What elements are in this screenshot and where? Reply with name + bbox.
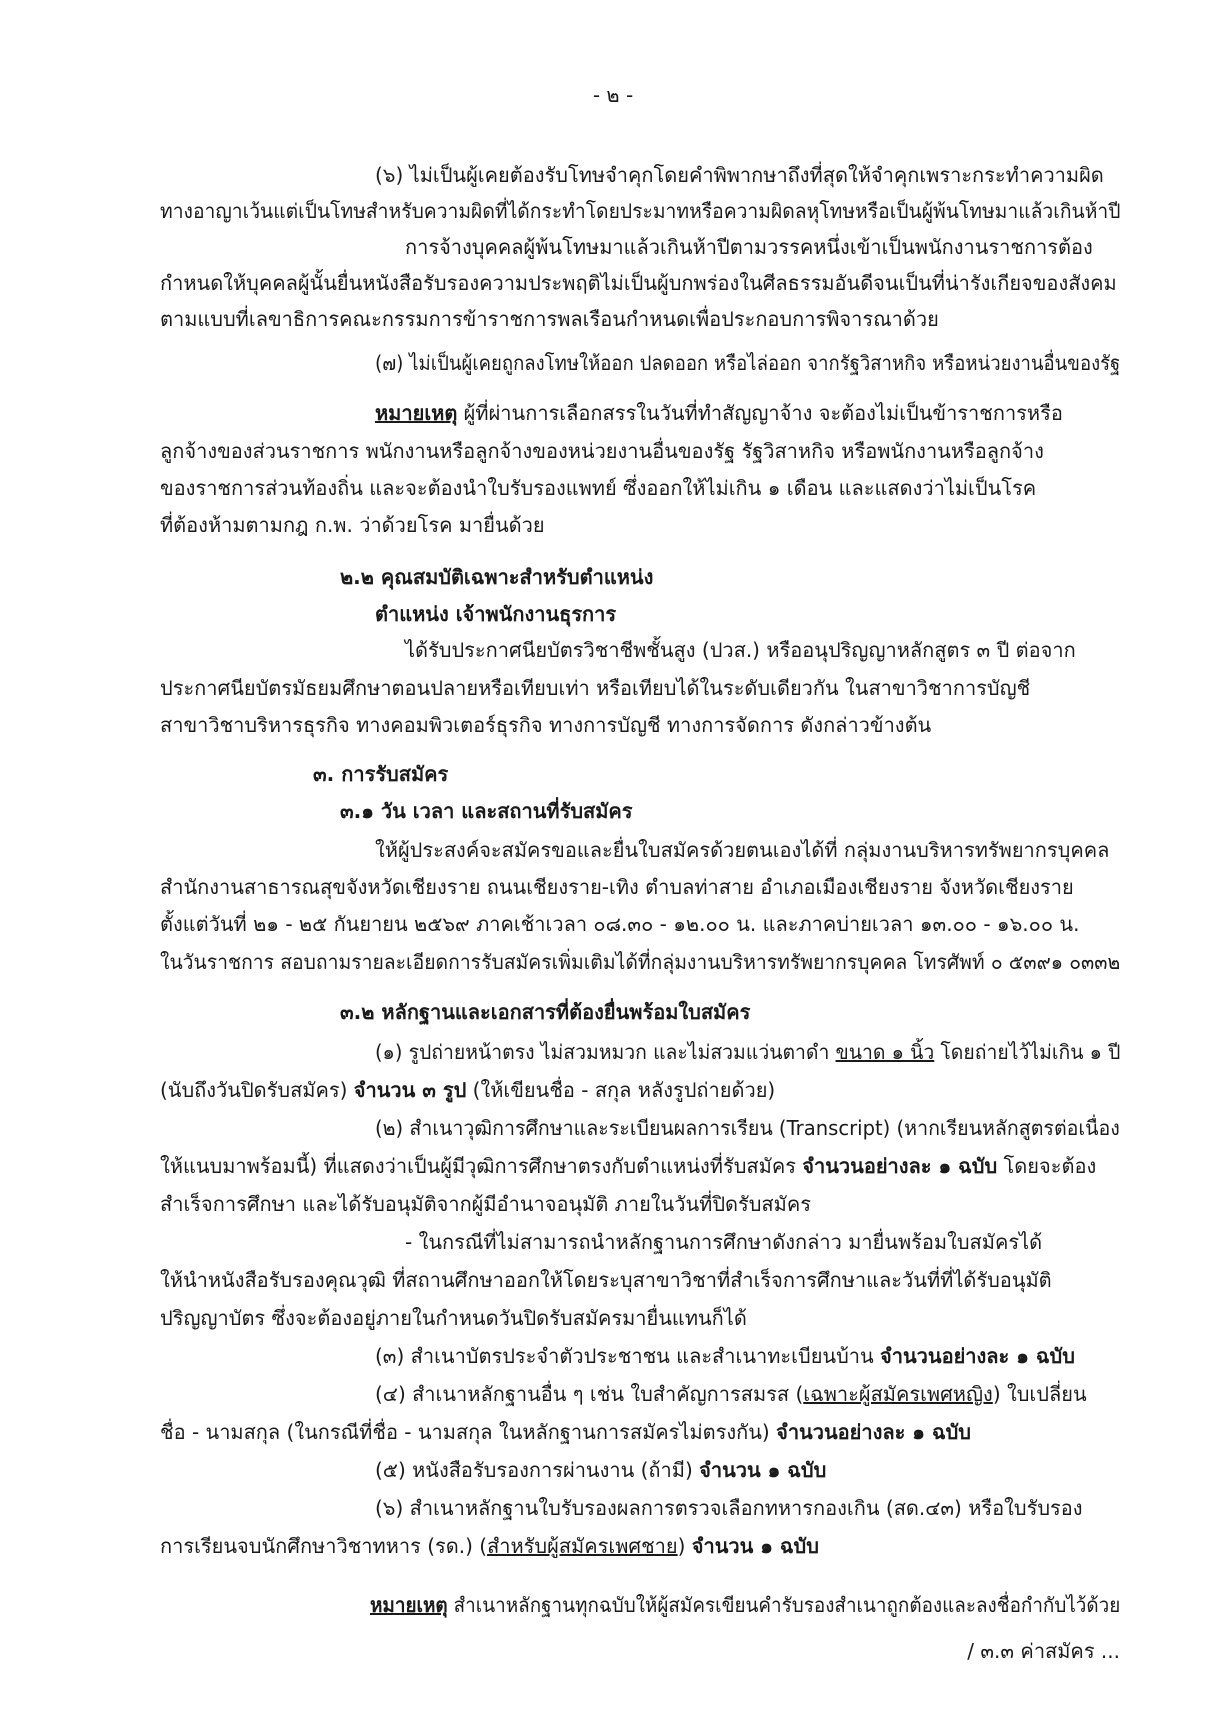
q6-line3: การจ้างบุคคลผู้พ้นโทษมาแล้วเกินห้าปีตามวรรคหนึ่งเข้าเป็นพนักงานราชการต้อง [405,235,1093,259]
q7-line: (๗) ไม่เป็นผู้เคยถูกลงโทษให้ออก ปลดออก หรือไล่ออก จากรัฐวิสาหกิจ หรือหน่วยงานอื่นของรัฐ [375,351,1121,375]
s31-line2: สำนักงานสาธารณสุขจังหวัดเชียงราย ถนนเชียงราย-เทิง ตำบลท่าสาย อำเภอเมืองเชียงราย จังหวัดเชียงราย [160,875,1074,899]
d4-line1 [375,1379,1120,1409]
position-title: ตำแหน่ง เจ้าพนักงานธุรการ [375,602,617,626]
d4-line2 [160,1417,1120,1447]
note2-label: หมายเหตุ [370,1593,448,1617]
d2-line4: - ในกรณีที่ไม่สามารถนำหลักฐานการศึกษาดังกล่าว มายื่นพร้อมใบสมัครได้ [405,1230,1043,1254]
d4-text-a: (๔) สำเนาหลักฐานอื่น ๆ เช่น ใบสำคัญการสมรส ( [375,1382,804,1406]
d5-line [375,1455,1120,1485]
d2-text-a: ให้แนบมาพร้อมนี้) ที่แสดงว่าเป็นผู้มีวุฒิการศึกษาตรงกับตำแหน่งที่รับสมัคร [160,1154,803,1178]
section-3-heading: ๓. การรับสมัคร [313,762,449,786]
q6-line2: ทางอาญาเว้นแต่เป็นโทษสำหรับความผิดที่ได้กระทำโดยประมาทหรือความผิดลหุโทษหรือเป็นผู้พ้นโทษมาแล้วเกินห้าปี [160,199,1121,223]
section-3-2-heading: ๓.๒ หลักฐานและเอกสารที่ต้องยื่นพร้อมใบสมัคร [340,1000,751,1024]
q6-line5: ตามแบบที่เลขาธิการคณะกรรมการข้าราชการพลเรือนกำหนดเพื่อประกอบการพิจารณาด้วย [160,307,939,331]
s31-line1: ให้ผู้ประสงค์จะสมัครขอและยื่นใบสมัครด้วยตนเองได้ที่ กลุ่มงานบริหารทรัพยากรบุคคล [375,838,1110,862]
note2-text: สำเนาหลักฐานทุกฉบับให้ผู้สมัครเขียนคำรับรองสำเนาถูกต้องและลงชื่อกำกับไว้ด้วย [447,1593,1121,1617]
d2-text-c: โดยจะต้อง [997,1154,1097,1178]
d1-line2 [160,1075,1120,1105]
d6-text-c: ) [677,1534,692,1558]
d5-text: (๕) หนังสือรับรองการผ่านงาน (ถ้ามี) [375,1458,700,1482]
s22-line2: ประกาศนียบัตรมัธยมศึกษาตอนปลายหรือเทียบเท่า หรือเทียบได้ในระดับเดียวกัน ในสาขาวิชาการบัญชี [160,676,1031,700]
q6-line1: (๖) ไม่เป็นผู้เคยต้องรับโทษจำคุกโดยคำพิพากษาถึงที่สุดให้จำคุกเพราะกระทำความผิด [375,163,1104,187]
d1-count: จำนวน ๓ รูป [353,1078,467,1102]
note2-line [370,1590,1121,1620]
d5-count: จำนวน ๑ ฉบับ [699,1458,827,1482]
note1-line2: ลูกจ้างของส่วนราชการ พนักงานหรือลูกจ้างของหน่วยงานอื่นของรัฐ รัฐวิสาหกิจ หรือพนักงานหรือลูกจ้าง [160,439,1044,463]
s31-line4: ในวันราชการ สอบถามรายละเอียดการรับสมัครเพิ่มเติมได้ที่กลุ่มงานบริหารทรัพยากรบุคคล โทรศัพท์ ๐ ๕๓๙๑ ๐๓๓๒ [160,950,1121,974]
note1-label: หมายเหตุ [375,401,458,425]
d6-line2 [160,1531,1120,1561]
s22-line3: สาขาวิชาบริหารธุรกิจ ทางคอมพิวเตอร์ธุรกิจ ทางการบัญชี ทางการจัดการ ดังกล่าวข้างต้น [160,713,932,737]
d2-line3: สำเร็จการศึกษา และได้รับอนุมัติจากผู้มีอำนาจอนุมัติ ภายในวันที่ปิดรับสมัคร [160,1192,811,1216]
note1-line3: ของราชการส่วนท้องถิ่น และจะต้องนำใบรับรองแพทย์ ซึ่งออกให้ไม่เกิน ๑ เดือน และแสดงว่าไม่เป็นโรค [160,476,1037,500]
page-number: - ๒ - [592,83,634,107]
d6-line1: (๖) สำเนาหลักฐานใบรับรองผลการตรวจเลือกทหารกองเกิน (สด.๔๓) หรือใบรับรอง [375,1496,1083,1520]
q6-line4: กำหนดให้บุคคลผู้นั้นยื่นหนังสือรับรองความประพฤติไม่เป็นผู้บกพร่องในศีลธรรมอันดีจนเป็นที่น่ารังเกียจของสังคม [160,271,1117,295]
d4-text-d: ชื่อ - นามสกุล (ในกรณีที่ชื่อ - นามสกุล ในหลักฐานการสมัครไม่ตรงกัน) [160,1420,777,1444]
d1-text-d: (นับถึงวันปิดรับสมัคร) [160,1078,354,1102]
d6-count: จำนวน ๑ ฉบับ [691,1534,819,1558]
d4-count: จำนวนอย่างละ ๑ ฉบับ [776,1420,971,1444]
d3-line [375,1341,1120,1371]
d4-text-c: ) ใบเปลี่ยน [992,1382,1087,1406]
d3-text: (๓) สำเนาบัตรประจำตัวประชาชน และสำเนาทะเบียนบ้าน [375,1344,881,1368]
section-2-2-heading: ๒.๒ คุณสมบัติเฉพาะสำหรับตำแหน่ง [340,565,654,589]
note1-line4: ที่ต้องห้ามตามกฎ ก.พ. ว่าด้วยโรค มายื่นด้วย [160,513,545,537]
d1-text-c: โดยถ่ายไว้ไม่เกิน ๑ ปี [934,1040,1121,1064]
d4-female-only: เฉพาะผู้สมัครเพศหญิง [803,1382,993,1406]
note1-line1 [375,398,1120,428]
d1-line1 [375,1037,1121,1067]
d2-count: จำนวนอย่างละ ๑ ฉบับ [802,1154,998,1178]
d1-size: ขนาด ๑ นิ้ว [835,1040,935,1064]
section-3-1-heading: ๓.๑ วัน เวลา และสถานที่รับสมัคร [340,799,633,823]
d2-line2 [160,1151,1120,1181]
d2-line5: ให้นำหนังสือรับรองคุณวุฒิ ที่สถานศึกษาออกให้โดยระบุสาขาวิชาที่สำเร็จการศึกษาและวันที่ที่ได้รับอนุมัติ [160,1268,1052,1292]
d6-text-a: การเรียนจบนักศึกษาวิชาทหาร (รด.) ( [160,1534,488,1558]
d2-line6: ปริญญาบัตร ซึ่งจะต้องอยู่ภายในกำหนดวันปิดรับสมัครมายื่นแทนก็ได้ [160,1306,747,1330]
d6-male-only: สำหรับผู้สมัครเพศชาย [487,1534,678,1558]
s22-line1: ได้รับประกาศนียบัตรวิชาชีพชั้นสูง (ปวส.) หรืออนุปริญญาหลักสูตร ๓ ปี ต่อจาก [405,638,1076,662]
note1-text1: ผู้ที่ผ่านการเลือกสรรในวันที่ทำสัญญาจ้าง จะต้องไม่เป็นข้าราชการหรือ [457,401,1063,425]
continued-marker: / ๓.๓ ค่าสมัคร ... [967,1639,1120,1663]
d1-text-f: (ให้เขียนชื่อ - สกุล หลังรูปถ่ายด้วย) [466,1078,776,1102]
s31-line3: ตั้งแต่วันที่ ๒๑ - ๒๕ กันยายน ๒๕๖๙ ภาคเช้าเวลา ๐๘.๓๐ - ๑๒.๐๐ น. และภาคบ่ายเวลา ๑๓.๐๐ - ๑๖.๐๐ น. [160,912,1080,936]
d2-line1: (๒) สำเนาวุฒิการศึกษาและระเบียนผลการเรียน (Transcript) (หากเรียนหลักสูตรต่อเนื่อง [375,1116,1120,1140]
d1-text-a: (๑) รูปถ่ายหน้าตรง ไม่สวมหมวก และไม่สวมแว่นตาดำ [375,1040,836,1064]
d3-count: จำนวนอย่างละ ๑ ฉบับ [880,1344,1075,1368]
